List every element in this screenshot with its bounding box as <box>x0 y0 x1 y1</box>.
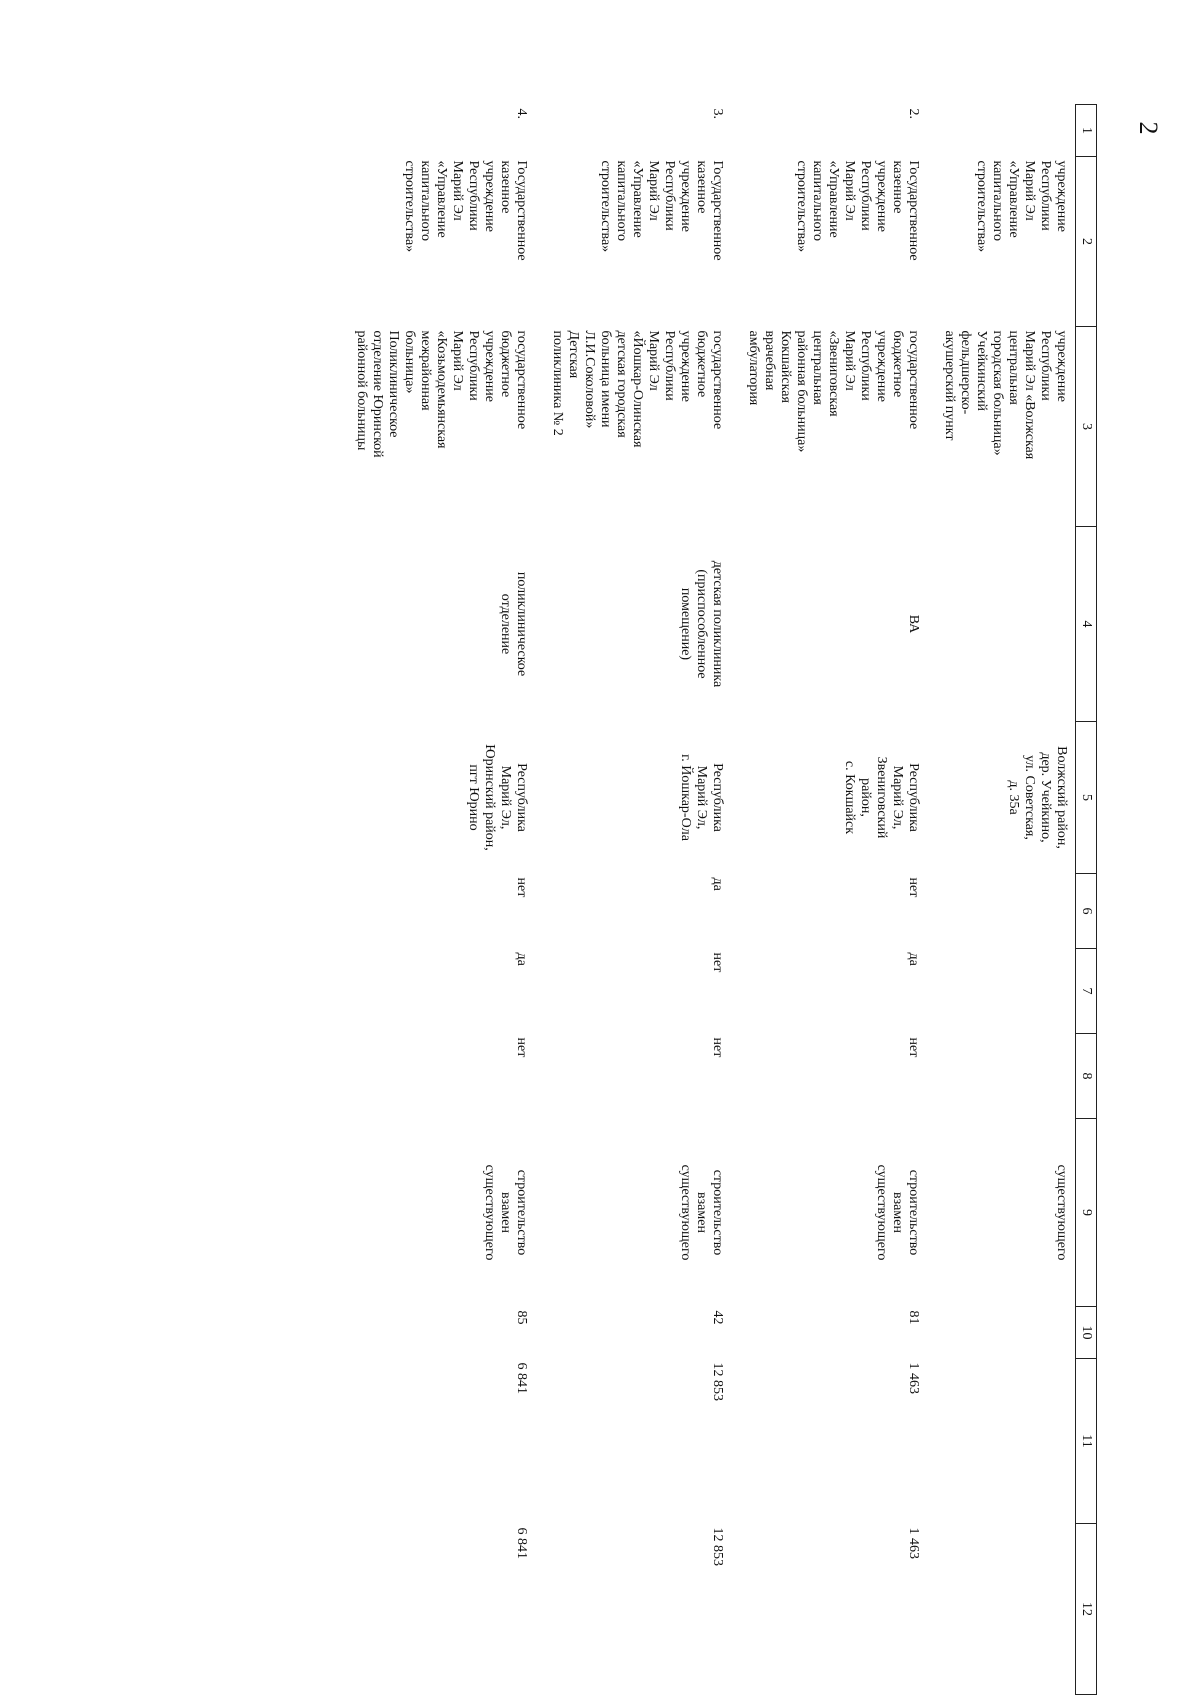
table-cell-c6: нет <box>906 877 921 898</box>
column-header-8: 8 <box>1076 1034 1097 1119</box>
rotated-table-container <box>207 104 1097 1694</box>
table-cell-c7: да <box>514 952 529 966</box>
table-cell-c4: ВА <box>906 614 921 634</box>
column-header-12: 12 <box>1076 1524 1097 1695</box>
table-cell-c9: строительство взамен существующего <box>678 1164 725 1261</box>
table-cell-c11 <box>939 1359 1076 1524</box>
table-cell-c8: нет <box>710 1037 725 1058</box>
table-cell-c2: Государственное казенное учреждение Республики Марий Эл «Управление капитального строительства» <box>598 160 725 261</box>
column-header-7: 7 <box>1076 949 1097 1034</box>
table-cell-c12: 6 841 <box>514 1527 529 1559</box>
table-cell-num <box>939 105 1076 157</box>
table-cell-c5: Республика Марий Эл, Звениговский район, с. Кокшайск <box>842 756 921 839</box>
table-cell-c6 <box>939 874 1076 949</box>
table-cell-c2: Государственное казенное учреждение Республики Марий Эл «Управление капитального строительства» <box>402 160 529 261</box>
table-cell-c8: нет <box>906 1037 921 1058</box>
table-cell-c5: Волжский район, дер. Учейкино, ул. Советская, д. 35а <box>1006 746 1069 849</box>
table-row <box>547 105 743 1695</box>
column-header-4: 4 <box>1076 527 1097 722</box>
table-cell-c6: нет <box>514 877 529 898</box>
table-cell-c8 <box>939 1034 1076 1119</box>
table-cell-c3: учреждение Республики Марий Эл «Волжская центральная городская больница» Учейкинский фельдшерско- акушерский пункт <box>942 330 1069 460</box>
table-cell-num: 4. <box>514 108 529 119</box>
table-cell-c4: поликлиническое отделение <box>498 571 529 677</box>
table-row <box>351 105 547 1695</box>
table-cell-c8: нет <box>514 1037 529 1058</box>
column-header-2: 2 <box>1076 157 1097 327</box>
table-cell-c10: 85 <box>514 1310 529 1325</box>
table-cell-c10: 81 <box>906 1310 921 1325</box>
column-header-5: 5 <box>1076 722 1097 874</box>
table-cell-c12: 12 853 <box>710 1527 725 1566</box>
table-cell-c5: Республика Марий Эл, Юринский район, пгт Юрино <box>466 744 529 851</box>
page-number: 2 <box>1134 121 1163 135</box>
table-cell-c9: существующего <box>1054 1164 1069 1261</box>
table-cell-c7: нет <box>710 952 725 973</box>
table-cell-c4: детская поликлиника (приспособленное помещение) <box>678 560 725 688</box>
table-cell-c11: 12 853 <box>710 1362 725 1401</box>
table-cell-c12 <box>939 1524 1076 1695</box>
column-header-3: 3 <box>1076 327 1097 527</box>
table-body <box>351 105 1076 1695</box>
table-cell-c12: 1 463 <box>906 1527 921 1559</box>
table-cell-num: 2. <box>906 108 921 119</box>
table-cell-c5: Республика Марий Эл, г. Йошкар-Ола <box>678 754 725 841</box>
column-header-9: 9 <box>1076 1119 1097 1307</box>
header-row <box>1076 105 1097 1695</box>
table-cell-c9: строительство взамен существующего <box>482 1164 529 1261</box>
column-header-6: 6 <box>1076 874 1097 949</box>
table-cell-c6: да <box>710 877 725 891</box>
facilities-table <box>351 104 1097 1695</box>
table-cell-c4 <box>939 527 1076 722</box>
table-cell-c2: Государственное казенное учреждение Республики Марий Эл «Управление капитального строительства» <box>794 160 921 261</box>
table-row <box>743 105 939 1695</box>
table-cell-c7 <box>939 949 1076 1034</box>
table-cell-c3: государственное бюджетное учреждение Республики Марий Эл «Звениговская центральная районная больница» Кокшайская врачебная амбулатория <box>746 330 921 453</box>
table-header <box>1076 105 1097 1695</box>
column-header-10: 10 <box>1076 1307 1097 1359</box>
table-cell-c10: 42 <box>710 1310 725 1325</box>
table-cell-c2: учреждение Республики Марий Эл «Управление капитального строительства» <box>974 160 1069 253</box>
column-header-1: 1 <box>1076 105 1097 157</box>
table-cell-c3: государственное бюджетное учреждение Республики Марий Эл «Йошкар-Олинская детская городская больница имени Л.И.Соколовой» Детская поликлиника № 2 <box>550 330 725 448</box>
table-cell-num: 3. <box>710 108 725 119</box>
table-cell-c7: да <box>906 952 921 966</box>
table-cell-c11: 6 841 <box>514 1362 529 1394</box>
table-row <box>939 105 1076 1695</box>
table-cell-c3: государственное бюджетное учреждение Республики Марий Эл «Козьмодемьянская межрайонная больница» Поликлиническое отделение Юринской районной больницы <box>354 330 529 458</box>
column-header-11: 11 <box>1076 1359 1097 1524</box>
table-cell-c10 <box>939 1307 1076 1359</box>
table-cell-c9: строительство взамен существующего <box>874 1164 921 1261</box>
table-cell-c11: 1 463 <box>906 1362 921 1394</box>
